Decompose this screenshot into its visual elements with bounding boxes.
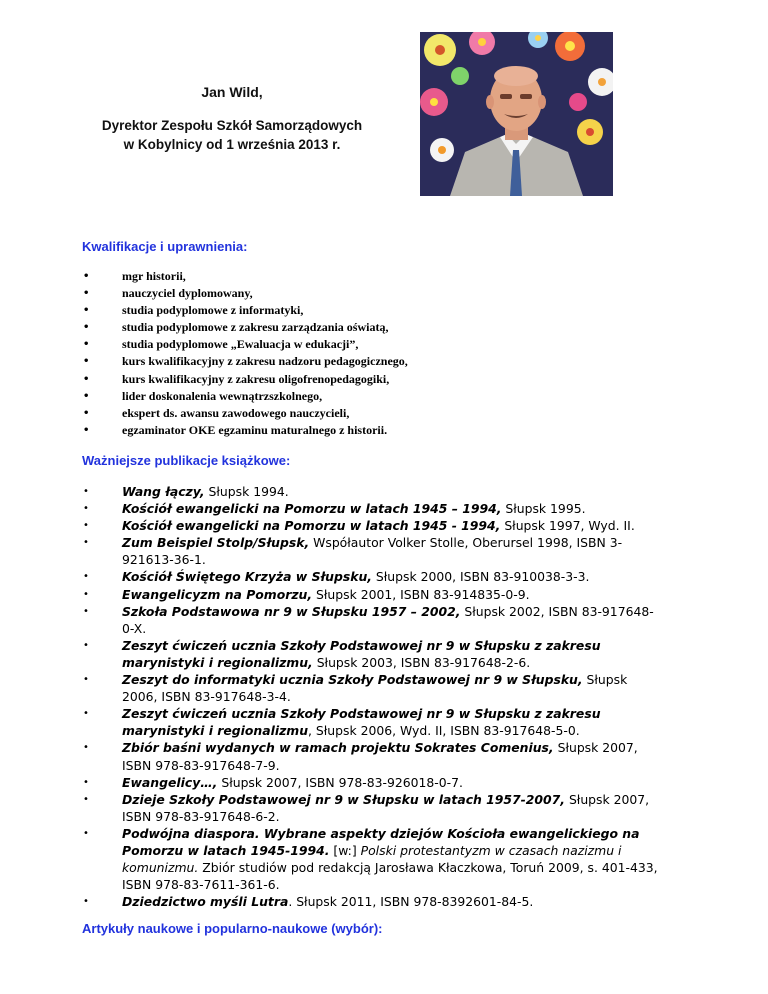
publication-details: Słupsk 2007, ISBN 978-83-917648-6-2.: [122, 791, 650, 824]
list-item: [83, 422, 642, 439]
bullet-icon: •: [83, 407, 90, 419]
publication-details: Słupsk 1997, Wyd. II.: [500, 518, 635, 534]
publication-details: [w:]: [329, 842, 361, 858]
publication-title: Zeszyt ćwiczeń ucznia Szkoły Podstawowej nr 9 w Słupsku z zakresu marynistyki i regionalizmu,: [122, 637, 601, 670]
publication-item: [83, 603, 662, 637]
author-role-line-1: Dyrektor Zespołu Szkół Samorządowych: [101, 118, 363, 133]
publication-details: , Słupsk 2006, Wyd. II, ISBN 83-917648-5-0.: [308, 723, 580, 739]
author-role-line-2: w Kobylnicy od 1 września 2013 r.: [123, 137, 341, 152]
publication-details: . Słupsk 2011, ISBN 978-8392601-84-5.: [288, 894, 534, 910]
list-item: [83, 336, 642, 353]
list-item: [83, 405, 642, 422]
bullet-icon: •: [83, 520, 89, 532]
list-item-text: kurs kwalifikacyjny z zakresu nadzoru pedagogicznego,: [122, 354, 408, 369]
bullet-icon: •: [83, 537, 89, 549]
publication-details: Słupsk 2003, ISBN 83-917648-2-6.: [312, 654, 531, 670]
publication-title: Zeszyt ćwiczeń ucznia Szkoły Podstawowej nr 9 w Słupsku z zakresu marynistyki i regionalizmu: [122, 706, 601, 739]
list-item: [83, 388, 642, 405]
publication-item: [83, 534, 662, 568]
publication-title: Kościół ewangelicki na Pomorzu w latach 1945 - 1994,: [122, 518, 501, 534]
list-item-text: studia podyplomowe z zakresu zarządzania oświatą,: [122, 320, 389, 335]
publication-item: [83, 568, 662, 585]
publication-details: Słupsk 2007, ISBN 978-83-926018-0-7.: [217, 774, 463, 790]
list-item-text: ekspert ds. awansu zawodowego nauczycieli,: [122, 405, 350, 420]
publication-item: [83, 671, 662, 705]
publication-title: Kościół ewangelicki na Pomorzu w latach 1945 – 1994,: [122, 501, 502, 517]
list-item: [83, 285, 642, 302]
publication-item: [83, 586, 662, 603]
publication-details: Słupsk 2007, ISBN 978-83-917648-7-9.: [122, 740, 638, 773]
portrait-illustration: [420, 32, 613, 196]
publication-title: Zbiór baśni wydanych w ramach projektu Sokrates Comenius,: [122, 740, 554, 756]
publication-item: [83, 705, 662, 739]
bullet-icon: •: [83, 793, 89, 805]
publication-title: Ewangelicyzm na Pomorzu,: [122, 586, 313, 602]
list-item: [83, 371, 642, 388]
bullet-icon: •: [83, 708, 89, 720]
publication-item: [83, 774, 662, 791]
publication-item: [83, 483, 662, 500]
bullet-icon: •: [83, 390, 90, 402]
bullet-icon: •: [83, 639, 89, 651]
publication-details: Słupsk 2006, ISBN 83-917648-3-4.: [122, 672, 628, 705]
publication-item: [83, 517, 662, 534]
bullet-icon: •: [83, 424, 90, 436]
publication-details: Słupsk 2002, ISBN 83-917648-0-X.: [122, 603, 654, 636]
publication-item: [83, 825, 662, 893]
bullet-icon: •: [83, 503, 89, 515]
list-item-text: nauczyciel dyplomowany,: [122, 286, 253, 301]
publication-item: [83, 739, 662, 773]
bullet-icon: •: [83, 674, 89, 686]
list-item-text: lider doskonalenia wewnątrzszkolnego,: [122, 388, 323, 403]
publication-details: Słupsk 2000, ISBN 83-910038-3-3.: [371, 569, 590, 585]
list-item: [83, 353, 642, 370]
publication-title: Zum Beispiel Stolp/Słupsk,: [122, 535, 310, 551]
publication-title: Zeszyt do informatyki ucznia Szkoły Podstawowej nr 9 w Słupsku,: [122, 672, 583, 688]
author-name: Jan Wild,: [201, 84, 263, 100]
list-item-text: studia podyplomowe „Ewaluacja w edukacji”,: [122, 337, 359, 352]
list-item: [83, 319, 642, 336]
publication-title: Szkoła Podstawowa nr 9 w Słupsku 1957 – 2002,: [122, 603, 461, 619]
bullet-icon: •: [83, 339, 90, 351]
author-header: [82, 84, 382, 154]
bullet-icon: •: [83, 605, 89, 617]
publication-title: Podwójna diaspora. Wybrane aspekty dziejów Kościoła ewangelickiego na Pomorzu w latach 1945-1994.: [122, 825, 640, 858]
list-item-text: kurs kwalifikacyjny z zakresu oligofrenopedagogiki,: [122, 371, 390, 386]
publication-details: Współautor Volker Stolle, Oberursel 1998, ISBN 3-921613-36-1.: [122, 535, 623, 568]
publication-details: Słupsk 1994.: [204, 484, 289, 499]
publication-title: Wang łączy,: [122, 484, 205, 499]
list-item-text: mgr historii,: [122, 269, 186, 283]
publication-details: Słupsk 2001, ISBN 83-914835-0-9.: [312, 586, 530, 602]
bullet-icon: •: [83, 896, 89, 908]
publication-title: Dziedzictwo myśli Lutra: [122, 894, 289, 910]
bullet-icon: •: [83, 571, 89, 583]
bullet-icon: •: [83, 322, 90, 334]
bullet-icon: •: [83, 373, 90, 385]
bullet-icon: •: [83, 288, 90, 300]
list-item: [83, 302, 642, 319]
publication-title: Kościół Świętego Krzyża w Słupsku,: [122, 569, 372, 585]
publications-list: [83, 483, 662, 910]
portrait-photo: [420, 32, 613, 196]
bullet-icon: •: [83, 271, 90, 282]
articles-heading: Artykuły naukowe i popularno-naukowe (wybór):: [82, 921, 383, 936]
qualifications-list: [83, 268, 642, 439]
publication-item: [83, 500, 662, 517]
publication-item: [83, 637, 662, 671]
qualifications-heading: Kwalifikacje i uprawnienia:: [82, 239, 248, 254]
bullet-icon: •: [83, 356, 90, 368]
publication-title: Dzieje Szkoły Podstawowej nr 9 w Słupsku w latach 1957-2007,: [122, 791, 565, 807]
bullet-icon: •: [83, 588, 89, 600]
publications-heading: Ważniejsze publikacje książkowe:: [82, 453, 291, 468]
publication-details-extra: Zbiór studiów pod redakcją Jarosława Kłaczkowa, Toruń 2009, s. 401-433, ISBN 978-83-7611-361-6.: [122, 860, 658, 893]
list-item-text: studia podyplomowe z informatyki,: [122, 303, 304, 318]
bullet-icon: •: [83, 827, 89, 839]
list-item: [83, 268, 642, 285]
bullet-icon: •: [83, 486, 89, 497]
publication-item: [83, 791, 662, 825]
publication-item: [83, 893, 662, 910]
list-item-text: egzaminator OKE egzaminu maturalnego z historii.: [122, 422, 388, 437]
publication-book-title: Polski protestantyzm w czasach nazizmu i komunizmu.: [122, 842, 622, 876]
bullet-icon: •: [83, 742, 89, 754]
bullet-icon: •: [83, 305, 90, 317]
bullet-icon: •: [83, 776, 89, 788]
publication-details: Słupsk 1995.: [501, 501, 586, 517]
publication-title: Ewangelicy…,: [122, 774, 218, 790]
